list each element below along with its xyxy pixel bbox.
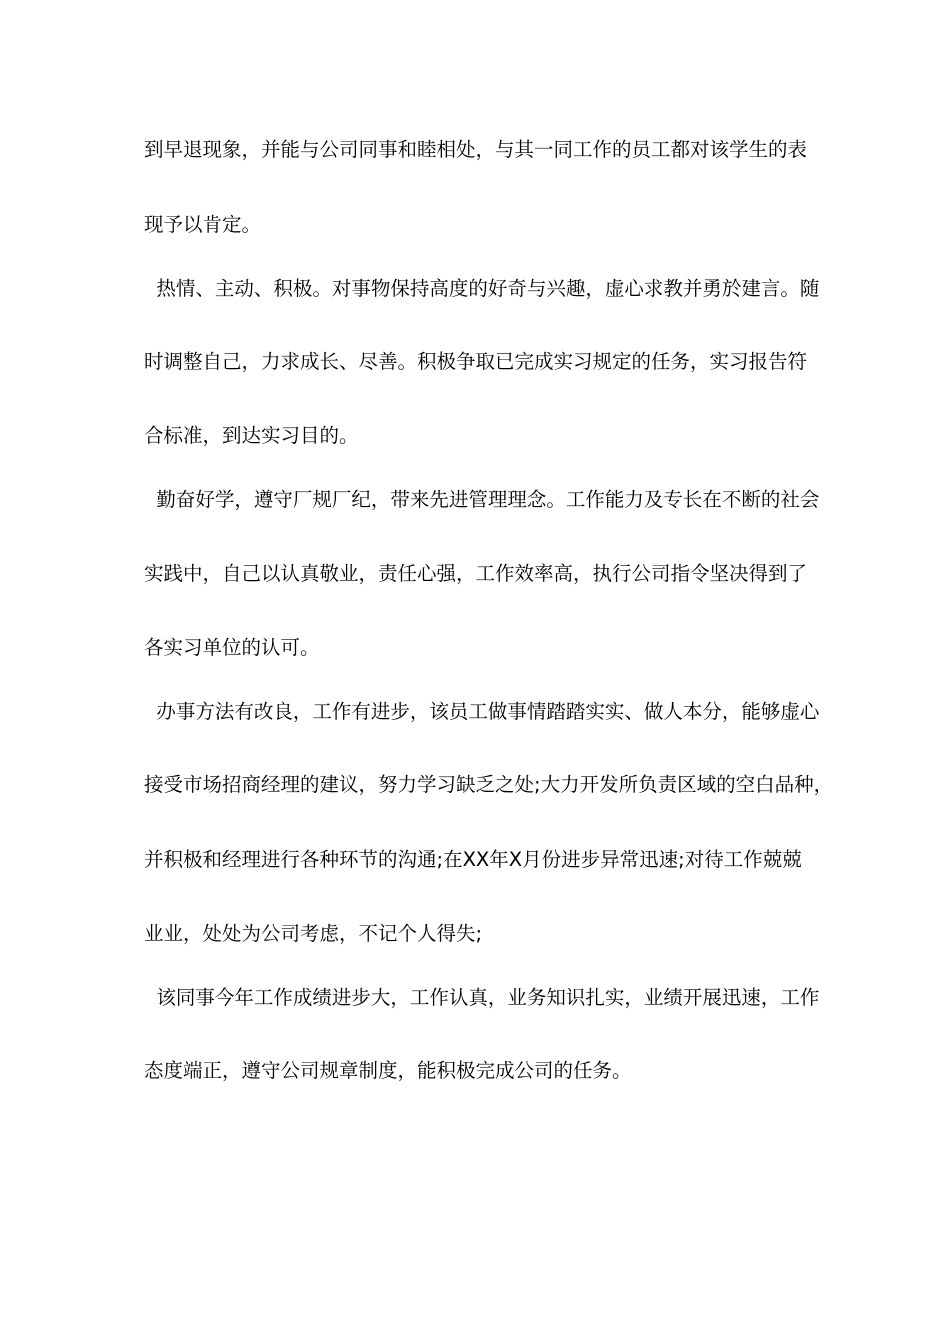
text-line: 该同事今年工作成绩进步大，工作认真，业务知识扎实，业绩开展迅速，工作	[144, 986, 820, 1009]
text-line: 热情、主动、积极。对事物保持高度的好奇与兴趣，虚心求教并勇於建言。随	[144, 277, 820, 300]
text-line: 态度端正，遵守公司规章制度，能积极完成公司的任务。	[144, 1059, 632, 1082]
text-line: 现予以肯定。	[144, 213, 262, 236]
text-line: 接受市场招商经理的建议，努力学习缺乏之处;大力开发所负责区域的空白品种，	[144, 773, 834, 796]
text-line: 办事方法有改良，工作有进步，该员工做事情踏踏实实、做人本分，能够虚心	[144, 700, 820, 723]
text-line: 到早退现象，并能与公司同事和睦相处，与其一同工作的员工都对该学生的表	[144, 138, 808, 161]
text-line: 实践中，自己以认真敬业，责任心强，工作效率高，执行公司指令坚决得到了	[144, 562, 808, 585]
text-line: 业业，处处为公司考虑，不记个人得失;	[144, 922, 483, 945]
text-line: 时调整自己，力求成长、尽善。积极争取已完成实习规定的任务，实习报告符	[144, 350, 808, 373]
text-line: 并积极和经理进行各种环节的沟通;在XX年X月份进步异常迅速;对待工作兢兢	[144, 848, 802, 871]
text-line: 合标准，到达实习目的。	[144, 424, 359, 447]
text-line: 各实习单位的认可。	[144, 636, 320, 659]
text-line: 勤奋好学，遵守厂规厂纪，带来先进管理理念。工作能力及专长在不断的社会	[144, 488, 820, 511]
